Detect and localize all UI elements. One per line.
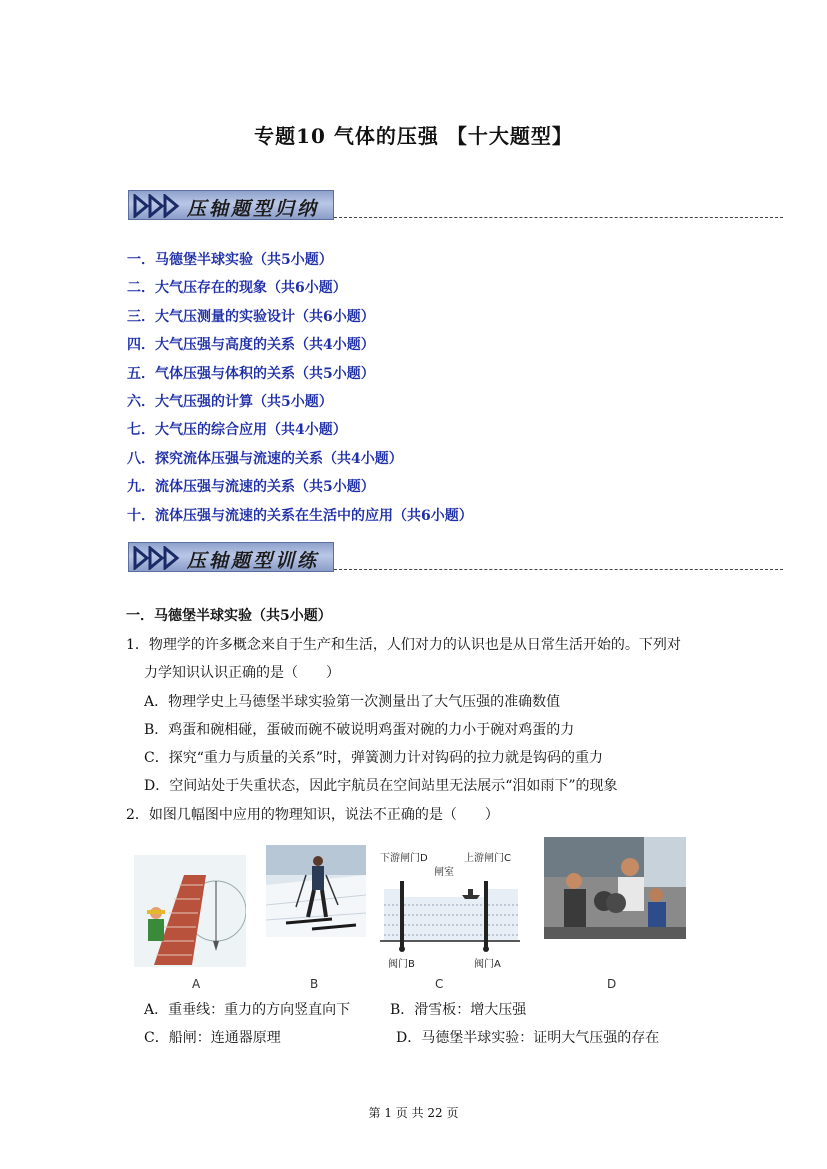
toc-item[interactable]: 三．大气压测量的实验设计（共6小题） — [127, 308, 375, 325]
toc-item[interactable]: 六．大气压强的计算（共5小题） — [127, 393, 333, 410]
toc-item[interactable]: 五．气体压强与体积的关系（共5小题） — [127, 365, 375, 382]
toc-item[interactable]: 四．大气压强与高度的关系（共4小题） — [127, 337, 375, 354]
banner-box — [128, 190, 334, 220]
dashed-divider — [334, 217, 783, 218]
question-2-line1: 2．如图几幅图中应用的物理知识，说法不正确的是（ ） — [126, 807, 499, 823]
label-up-gate: 上游闸门C — [464, 853, 511, 864]
section-banner-training — [128, 542, 783, 576]
page-title: 专题10 气体的压强 【十大题型】 — [254, 124, 573, 148]
caption-b: B — [310, 977, 319, 991]
label-valve-a: 阀门A — [474, 959, 501, 969]
q1-option-c[interactable]: C．探究“重力与质量的关系”时，弹簧测力计对钩码的拉力就是钩码的重力 — [144, 750, 604, 766]
toc-item[interactable]: 二．大气压存在的现象（共6小题） — [127, 280, 347, 297]
label-valve-b: 阀门B — [388, 959, 415, 969]
figure-b-skier — [266, 845, 366, 937]
q1-option-b[interactable]: B．鸡蛋和碗相碰，蛋破而碗不破说明鸡蛋对碗的力小于碗对鸡蛋的力 — [144, 722, 575, 738]
q2-option-d[interactable]: D．马德堡半球实验：证明大气压强的存在 — [396, 1030, 660, 1046]
toc-item[interactable]: 八．探究流体压强与流速的关系（共4小题） — [127, 450, 403, 467]
section-banner-summary — [128, 190, 783, 224]
section-heading: 一．马德堡半球实验（共5小题） — [126, 608, 332, 624]
toc-item[interactable]: 十．流体压强与流速的关系在生活中的应用（共6小题） — [127, 507, 473, 524]
toc-item[interactable]: 九．流体压强与流速的关系（共5小题） — [127, 479, 375, 496]
banner-box — [128, 542, 334, 572]
triple-arrow-icon — [133, 546, 185, 570]
toc-item[interactable]: 七．大气压的综合应用（共4小题） — [127, 422, 347, 439]
page-footer: 第 1 页 共 22 页 — [368, 1106, 459, 1120]
toc-list — [127, 250, 473, 534]
label-down-gate: 下游闸门D — [380, 853, 428, 864]
caption-d: D — [607, 977, 617, 991]
label-chamber: 闸室 — [434, 867, 454, 878]
q2-option-b[interactable]: B．滑雪板：增大压强 — [390, 1002, 527, 1018]
toc-item[interactable]: 一．马德堡半球实验（共5小题） — [127, 252, 333, 268]
q1-option-a[interactable]: A．物理学史上马德堡半球实验第一次测量出了大气压强的准确数值 — [144, 694, 561, 710]
caption-a: A — [192, 977, 201, 991]
q2-figures — [130, 833, 690, 993]
q1-option-d[interactable]: D．空间站处于失重状态，因此宇航员在空间站里无法展示“泪如雨下”的现象 — [144, 778, 618, 794]
q2-option-c[interactable]: C．船闸：连通器原理 — [144, 1030, 281, 1046]
caption-c: C — [435, 977, 444, 991]
banner-text: 压轴题型训练 — [187, 550, 320, 572]
question-1-line2: 力学知识认识正确的是（ ） — [144, 665, 340, 681]
triple-arrow-icon — [133, 194, 185, 218]
figure-d-magdeburg — [544, 837, 686, 939]
q2-option-a[interactable]: A．重垂线：重力的方向竖直向下 — [144, 1002, 351, 1018]
dashed-divider — [334, 569, 783, 570]
banner-text: 压轴题型归纳 — [187, 198, 320, 220]
figure-a-plumb-line — [134, 855, 246, 967]
figure-c-ship-lock — [380, 849, 520, 969]
question-1-line1: 1．物理学的许多概念来自于生产和生活，人们对力的认识也是从日常生活开始的。下列对 — [126, 637, 681, 653]
